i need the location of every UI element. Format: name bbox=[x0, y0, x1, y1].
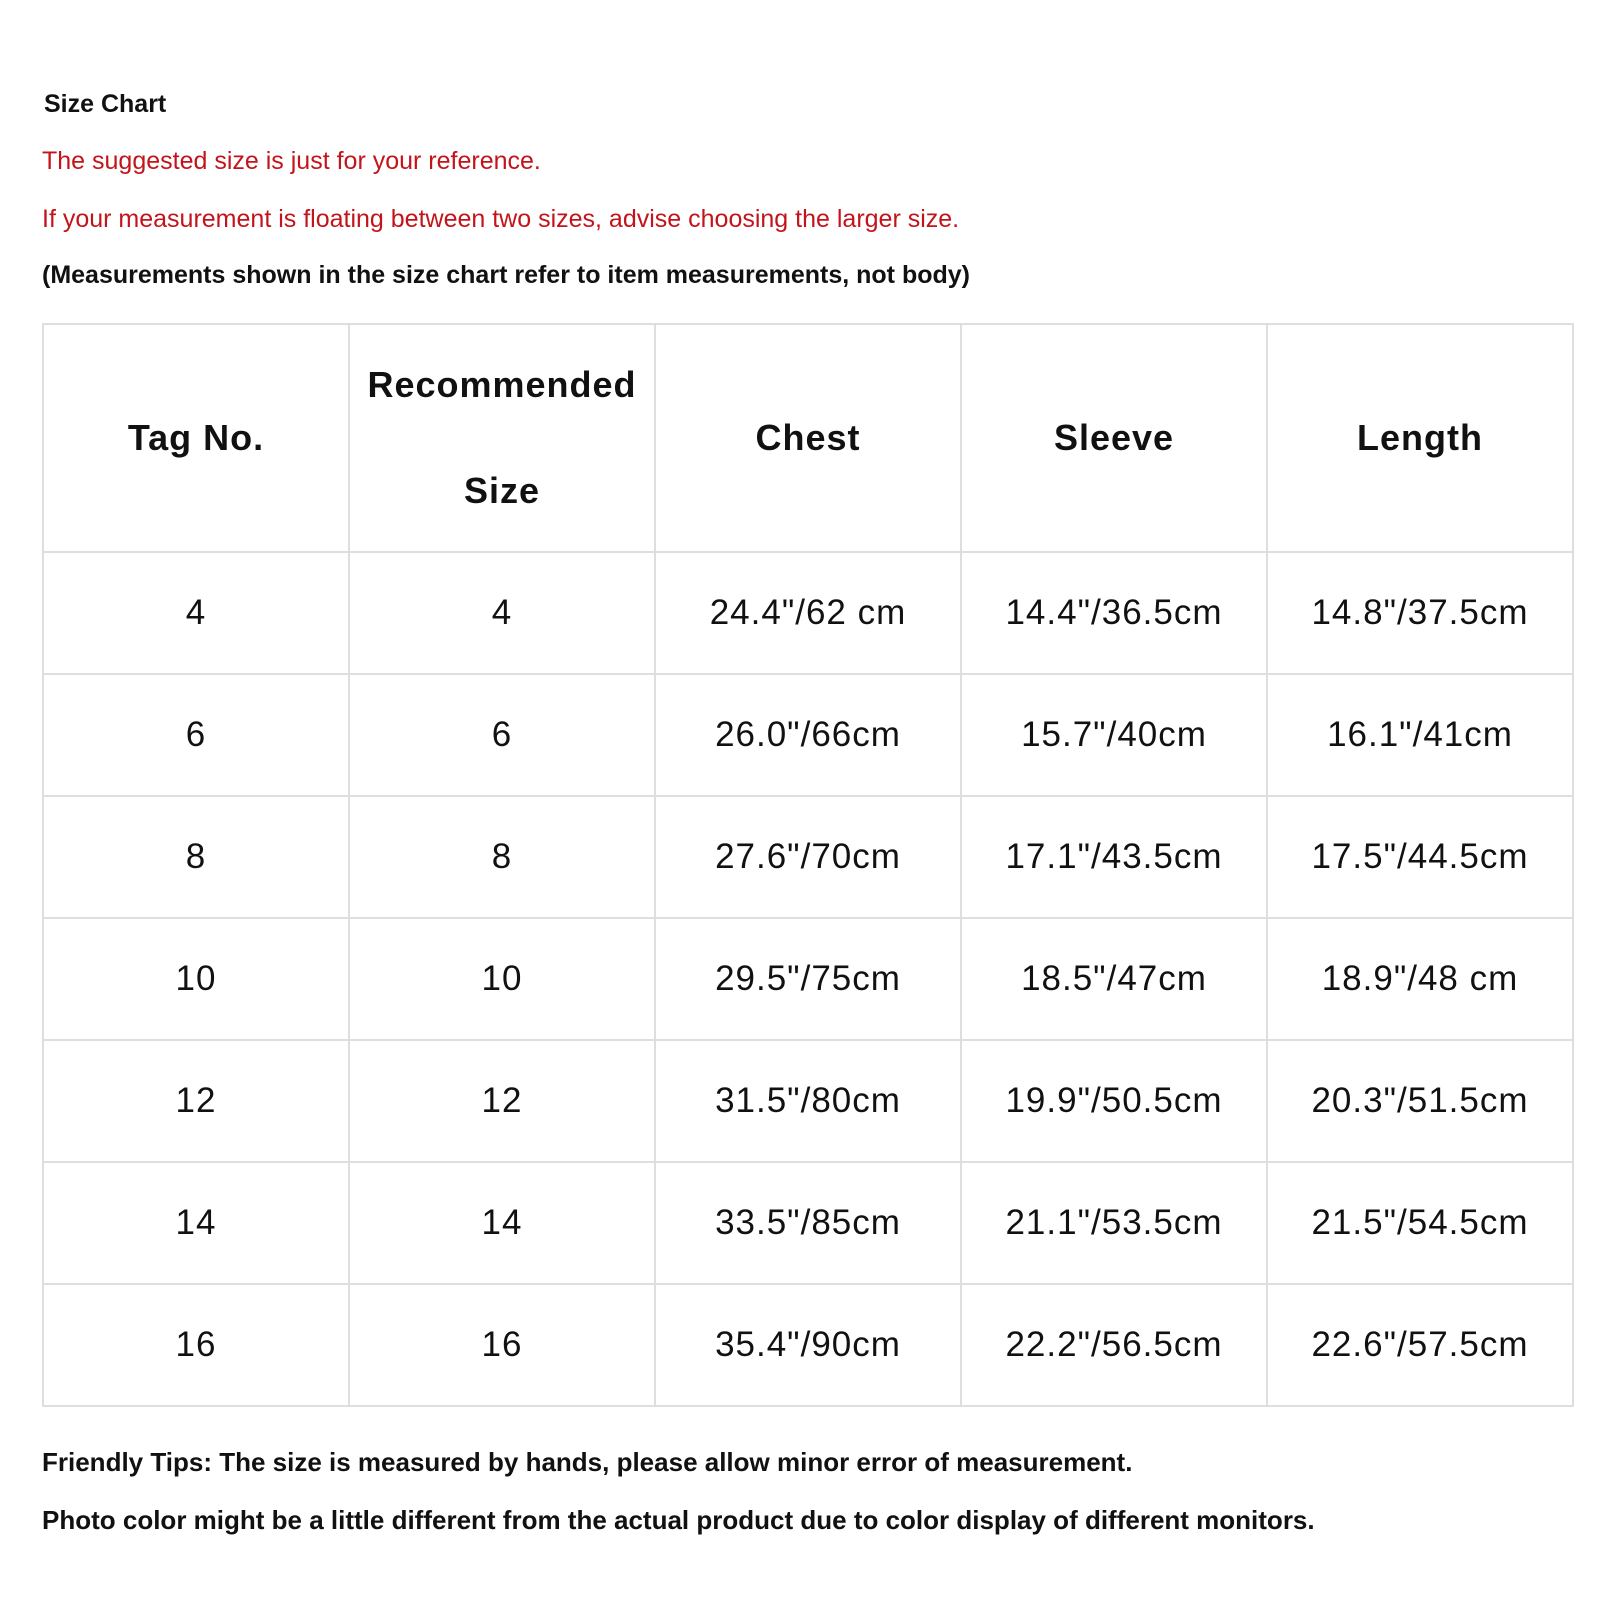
header-sleeve: Sleeve bbox=[961, 324, 1267, 552]
cell-tag: 14 bbox=[43, 1162, 349, 1284]
cell-chest: 29.5"/75cm bbox=[655, 918, 961, 1040]
cell-chest: 24.4"/62 cm bbox=[655, 552, 961, 674]
cell-sleeve: 17.1"/43.5cm bbox=[961, 796, 1267, 918]
table-row bbox=[43, 674, 1573, 796]
color-tip: Photo color might be a little different from the actual product due to color display of different monitors. bbox=[42, 1505, 1315, 1535]
cell-size: 8 bbox=[349, 796, 655, 918]
cell-size: 4 bbox=[349, 552, 655, 674]
cell-length: 22.6"/57.5cm bbox=[1267, 1284, 1573, 1406]
cell-sleeve: 22.2"/56.5cm bbox=[961, 1284, 1267, 1406]
reference-note: The suggested size is just for your reference. bbox=[42, 147, 541, 175]
cell-chest: 26.0"/66cm bbox=[655, 674, 961, 796]
table-header-row bbox=[43, 324, 1573, 552]
table-row bbox=[43, 796, 1573, 918]
cell-tag: 16 bbox=[43, 1284, 349, 1406]
cell-length: 17.5"/44.5cm bbox=[1267, 796, 1573, 918]
table-row bbox=[43, 1162, 1573, 1284]
cell-chest: 31.5"/80cm bbox=[655, 1040, 961, 1162]
cell-chest: 33.5"/85cm bbox=[655, 1162, 961, 1284]
cell-size: 14 bbox=[349, 1162, 655, 1284]
cell-tag: 8 bbox=[43, 796, 349, 918]
cell-length: 20.3"/51.5cm bbox=[1267, 1040, 1573, 1162]
cell-sleeve: 15.7"/40cm bbox=[961, 674, 1267, 796]
size-table bbox=[42, 323, 1574, 1407]
cell-chest: 35.4"/90cm bbox=[655, 1284, 961, 1406]
header-recommended-line2: Size bbox=[463, 470, 541, 511]
cell-size: 6 bbox=[349, 674, 655, 796]
cell-length: 21.5"/54.5cm bbox=[1267, 1162, 1573, 1284]
measurement-basis-note: (Measurements shown in the size chart refer to item measurements, not body) bbox=[42, 261, 970, 289]
cell-tag: 12 bbox=[43, 1040, 349, 1162]
header-recommended-line1: Recommended bbox=[367, 364, 637, 405]
table-row bbox=[43, 552, 1573, 674]
page-title: Size Chart bbox=[44, 90, 167, 118]
cell-tag: 4 bbox=[43, 552, 349, 674]
cell-sleeve: 19.9"/50.5cm bbox=[961, 1040, 1267, 1162]
cell-size: 12 bbox=[349, 1040, 655, 1162]
cell-sleeve: 14.4"/36.5cm bbox=[961, 552, 1267, 674]
header-chest: Chest bbox=[655, 324, 961, 552]
header-tag: Tag No. bbox=[43, 324, 349, 552]
header-length: Length bbox=[1267, 324, 1573, 552]
cell-tag: 10 bbox=[43, 918, 349, 1040]
cell-length: 16.1"/41cm bbox=[1267, 674, 1573, 796]
table-row bbox=[43, 918, 1573, 1040]
cell-sleeve: 18.5"/47cm bbox=[961, 918, 1267, 1040]
cell-length: 18.9"/48 cm bbox=[1267, 918, 1573, 1040]
cell-size: 16 bbox=[349, 1284, 655, 1406]
between-sizes-note: If your measurement is floating between two sizes, advise choosing the larger size. bbox=[42, 205, 960, 233]
cell-chest: 27.6"/70cm bbox=[655, 796, 961, 918]
table-row bbox=[43, 1284, 1573, 1406]
table-row bbox=[43, 1040, 1573, 1162]
cell-length: 14.8"/37.5cm bbox=[1267, 552, 1573, 674]
cell-sleeve: 21.1"/53.5cm bbox=[961, 1162, 1267, 1284]
header-recommended-size bbox=[349, 324, 655, 552]
friendly-tip: Friendly Tips: The size is measured by hands, please allow minor error of measurement. bbox=[42, 1447, 1133, 1477]
cell-tag: 6 bbox=[43, 674, 349, 796]
cell-size: 10 bbox=[349, 918, 655, 1040]
